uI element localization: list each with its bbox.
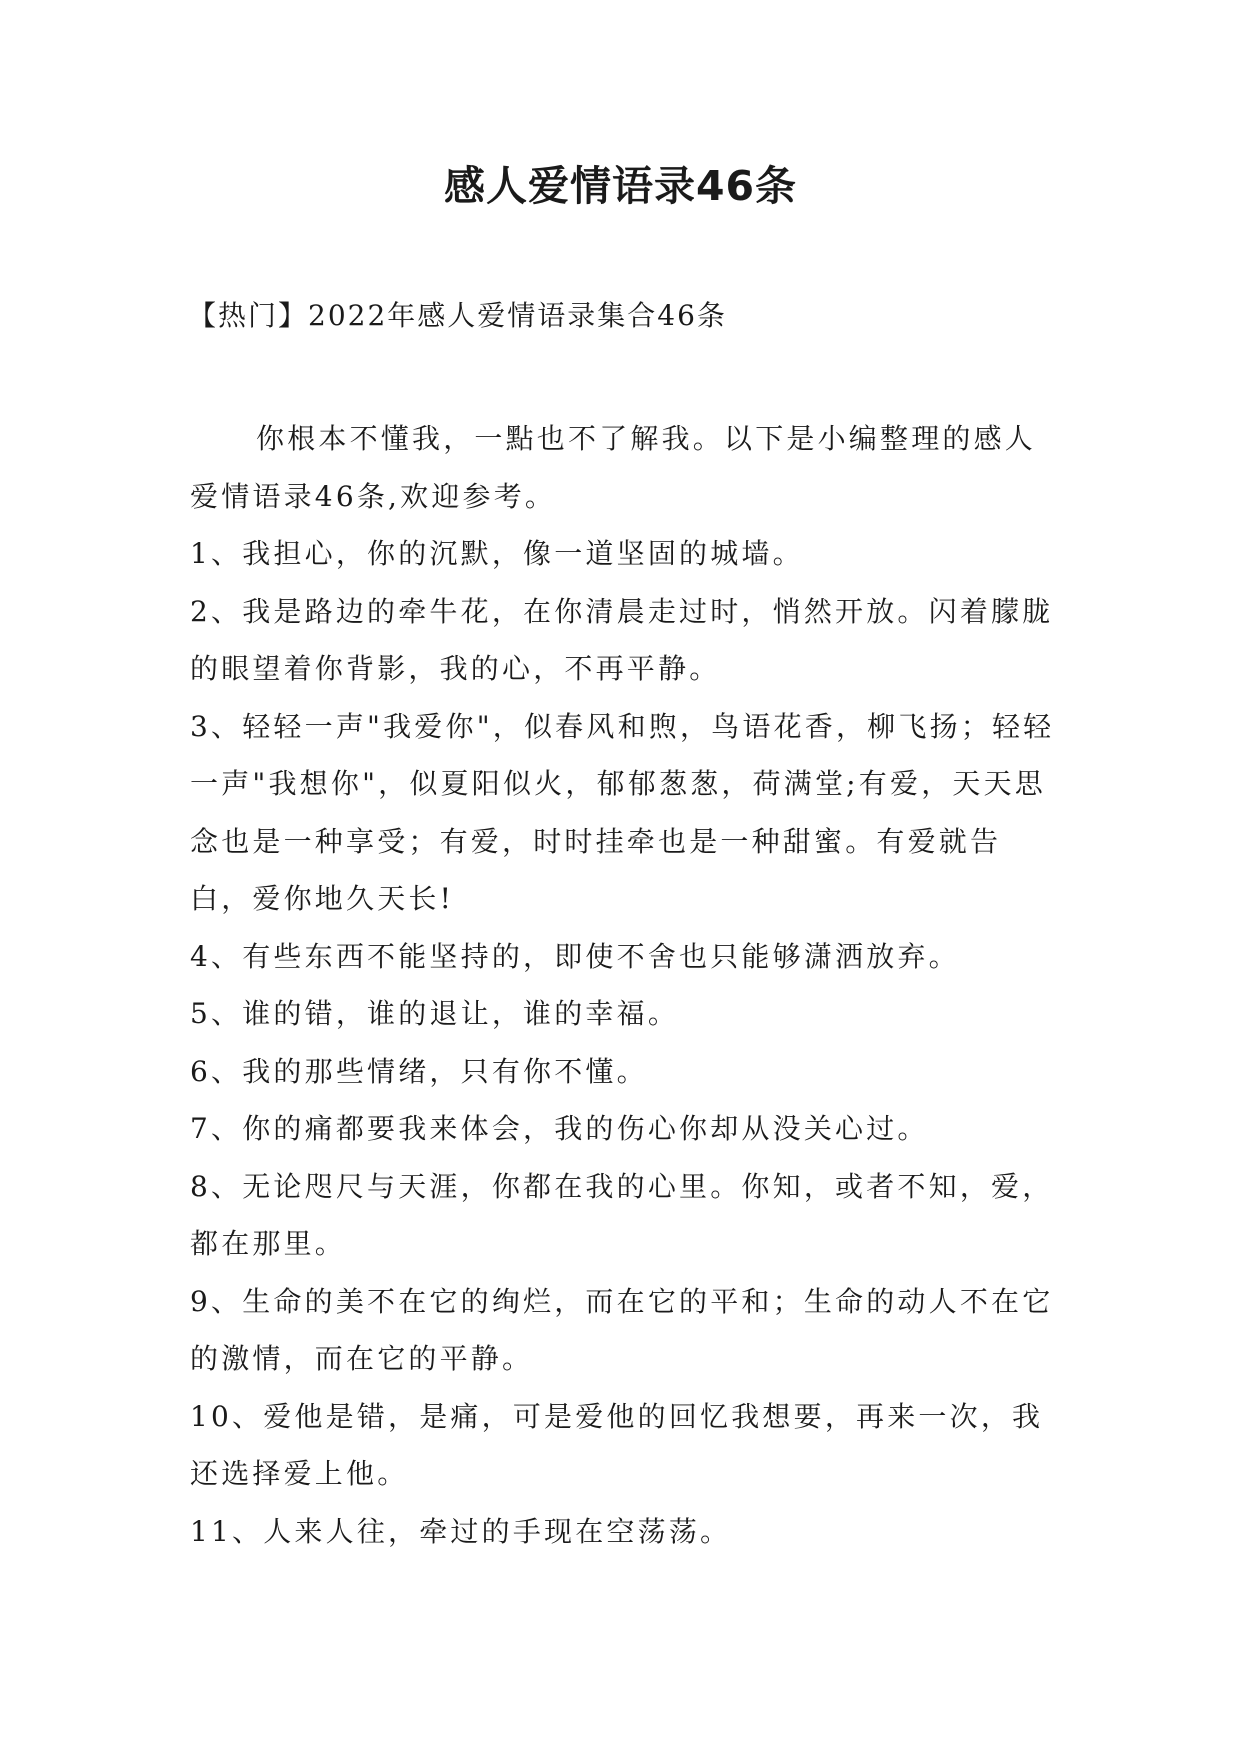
quote-item: 5、谁的错，谁的退让，谁的幸福。 xyxy=(190,997,680,1030)
quote-item: 4、有些东西不能坚持的，即使不舍也只能够潇洒放弃。 xyxy=(190,939,960,973)
quote-item: 7、你的痛都要我来体会，我的伤心你却从没关心过。 xyxy=(190,1112,929,1145)
intro-paragraph: 你根本不懂我，一點也不了解我。以下是小编整理的感人爱情语录46条,欢迎参考。 xyxy=(190,422,1037,513)
document-subtitle: 【热门】2022年感人爱情语录集合46条 xyxy=(188,299,727,332)
quote-item: 10、爱他是错，是痛，可是爱他的回忆我想要，再来一次，我还选择爱上他。 xyxy=(190,1399,1044,1490)
quote-item: 9、生命的美不在它的绚烂，而在它的平和；生命的动人不在它的激情，而在它的平静。 xyxy=(190,1284,1054,1375)
quote-item: 8、无论咫尺与天涯，你都在我的心里。你知，或者不知，爱，都在那里。 xyxy=(190,1169,1054,1260)
quote-item: 3、轻轻一声"我爱你"，似春风和煦，鸟语花香，柳飞扬；轻轻一声"我想你"，似夏阳似火，郁郁葱葱，荷满堂;有爱，天天思念也是一种享受；有爱，时时挂牵也是一种甜蜜。有爱就告白，爱你地久天长! xyxy=(190,709,1055,915)
quote-item: 11、人来人往，牵过的手现在空荡荡。 xyxy=(190,1514,732,1548)
quote-item: 1、我担心，你的沉默，像一道坚固的城墙。 xyxy=(190,537,804,570)
quote-item: 6、我的那些情绪，只有你不懂。 xyxy=(190,1054,648,1088)
document-title: 感人爱情语录46条 xyxy=(443,162,798,210)
quote-item: 2、我是路边的牵牛花，在你清晨走过时，悄然开放。闪着朦胧的眼望着你背影，我的心，不再平静。 xyxy=(190,594,1054,685)
document-body xyxy=(190,410,1060,1560)
